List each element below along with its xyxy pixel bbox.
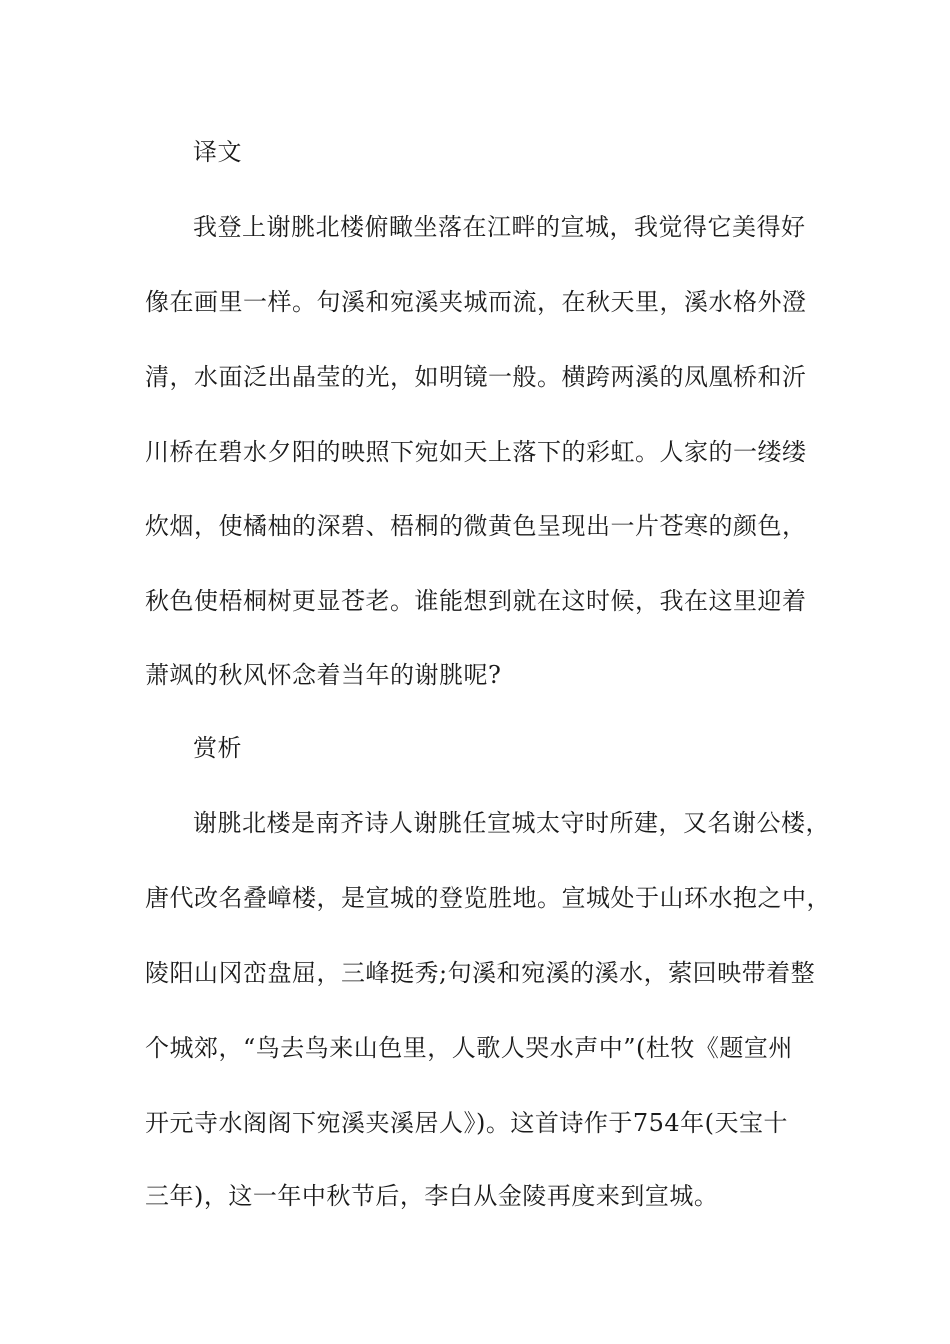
paragraph-line: 炊烟，使橘柚的深碧、梧桐的微黄色呈现出一片苍寒的颜色， bbox=[145, 512, 807, 540]
paragraph-line: 清，水面泛出晶莹的光，如明镜一般。横跨两溪的凤凰桥和沂 bbox=[145, 363, 807, 391]
paragraph-line: 秋色使梧桐树更显苍老。谁能想到就在这时候，我在这里迎着 bbox=[145, 587, 807, 615]
paragraph-line: 萧飒的秋风怀念着当年的谢朓呢? bbox=[145, 661, 502, 689]
paragraph-line: 唐代改名叠嶂楼，是宣城的登览胜地。宣城处于山环水抱之中， bbox=[145, 884, 831, 912]
section-heading-translation: 译文 bbox=[193, 138, 242, 166]
section-heading-analysis: 赏析 bbox=[193, 734, 242, 762]
paragraph-line: 开元寺水阁阁下宛溪夹溪居人》)。这首诗作于754年(天宝十 bbox=[145, 1109, 789, 1137]
paragraph-line: 谢朓北楼是南齐诗人谢朓任宣城太守时所建，又名谢公楼， bbox=[193, 809, 830, 837]
paragraph-line: 像在画里一样。句溪和宛溪夹城而流，在秋天里，溪水格外澄 bbox=[145, 288, 807, 316]
paragraph-line: 个城郊，“鸟去鸟来山色里，人歌人哭水声中”(杜牧《题宣州 bbox=[145, 1034, 793, 1062]
paragraph-line: 陵阳山冈峦盘屈，三峰挺秀;句溪和宛溪的溪水，萦回映带着整 bbox=[145, 959, 816, 987]
paragraph-line: 三年)，这一年中秋节后，李白从金陵再度来到宣城。 bbox=[145, 1182, 719, 1210]
paragraph-line: 川桥在碧水夕阳的映照下宛如天上落下的彩虹。人家的一缕缕 bbox=[145, 438, 807, 466]
paragraph-line: 我登上谢朓北楼俯瞰坐落在江畔的宣城，我觉得它美得好 bbox=[193, 213, 806, 241]
